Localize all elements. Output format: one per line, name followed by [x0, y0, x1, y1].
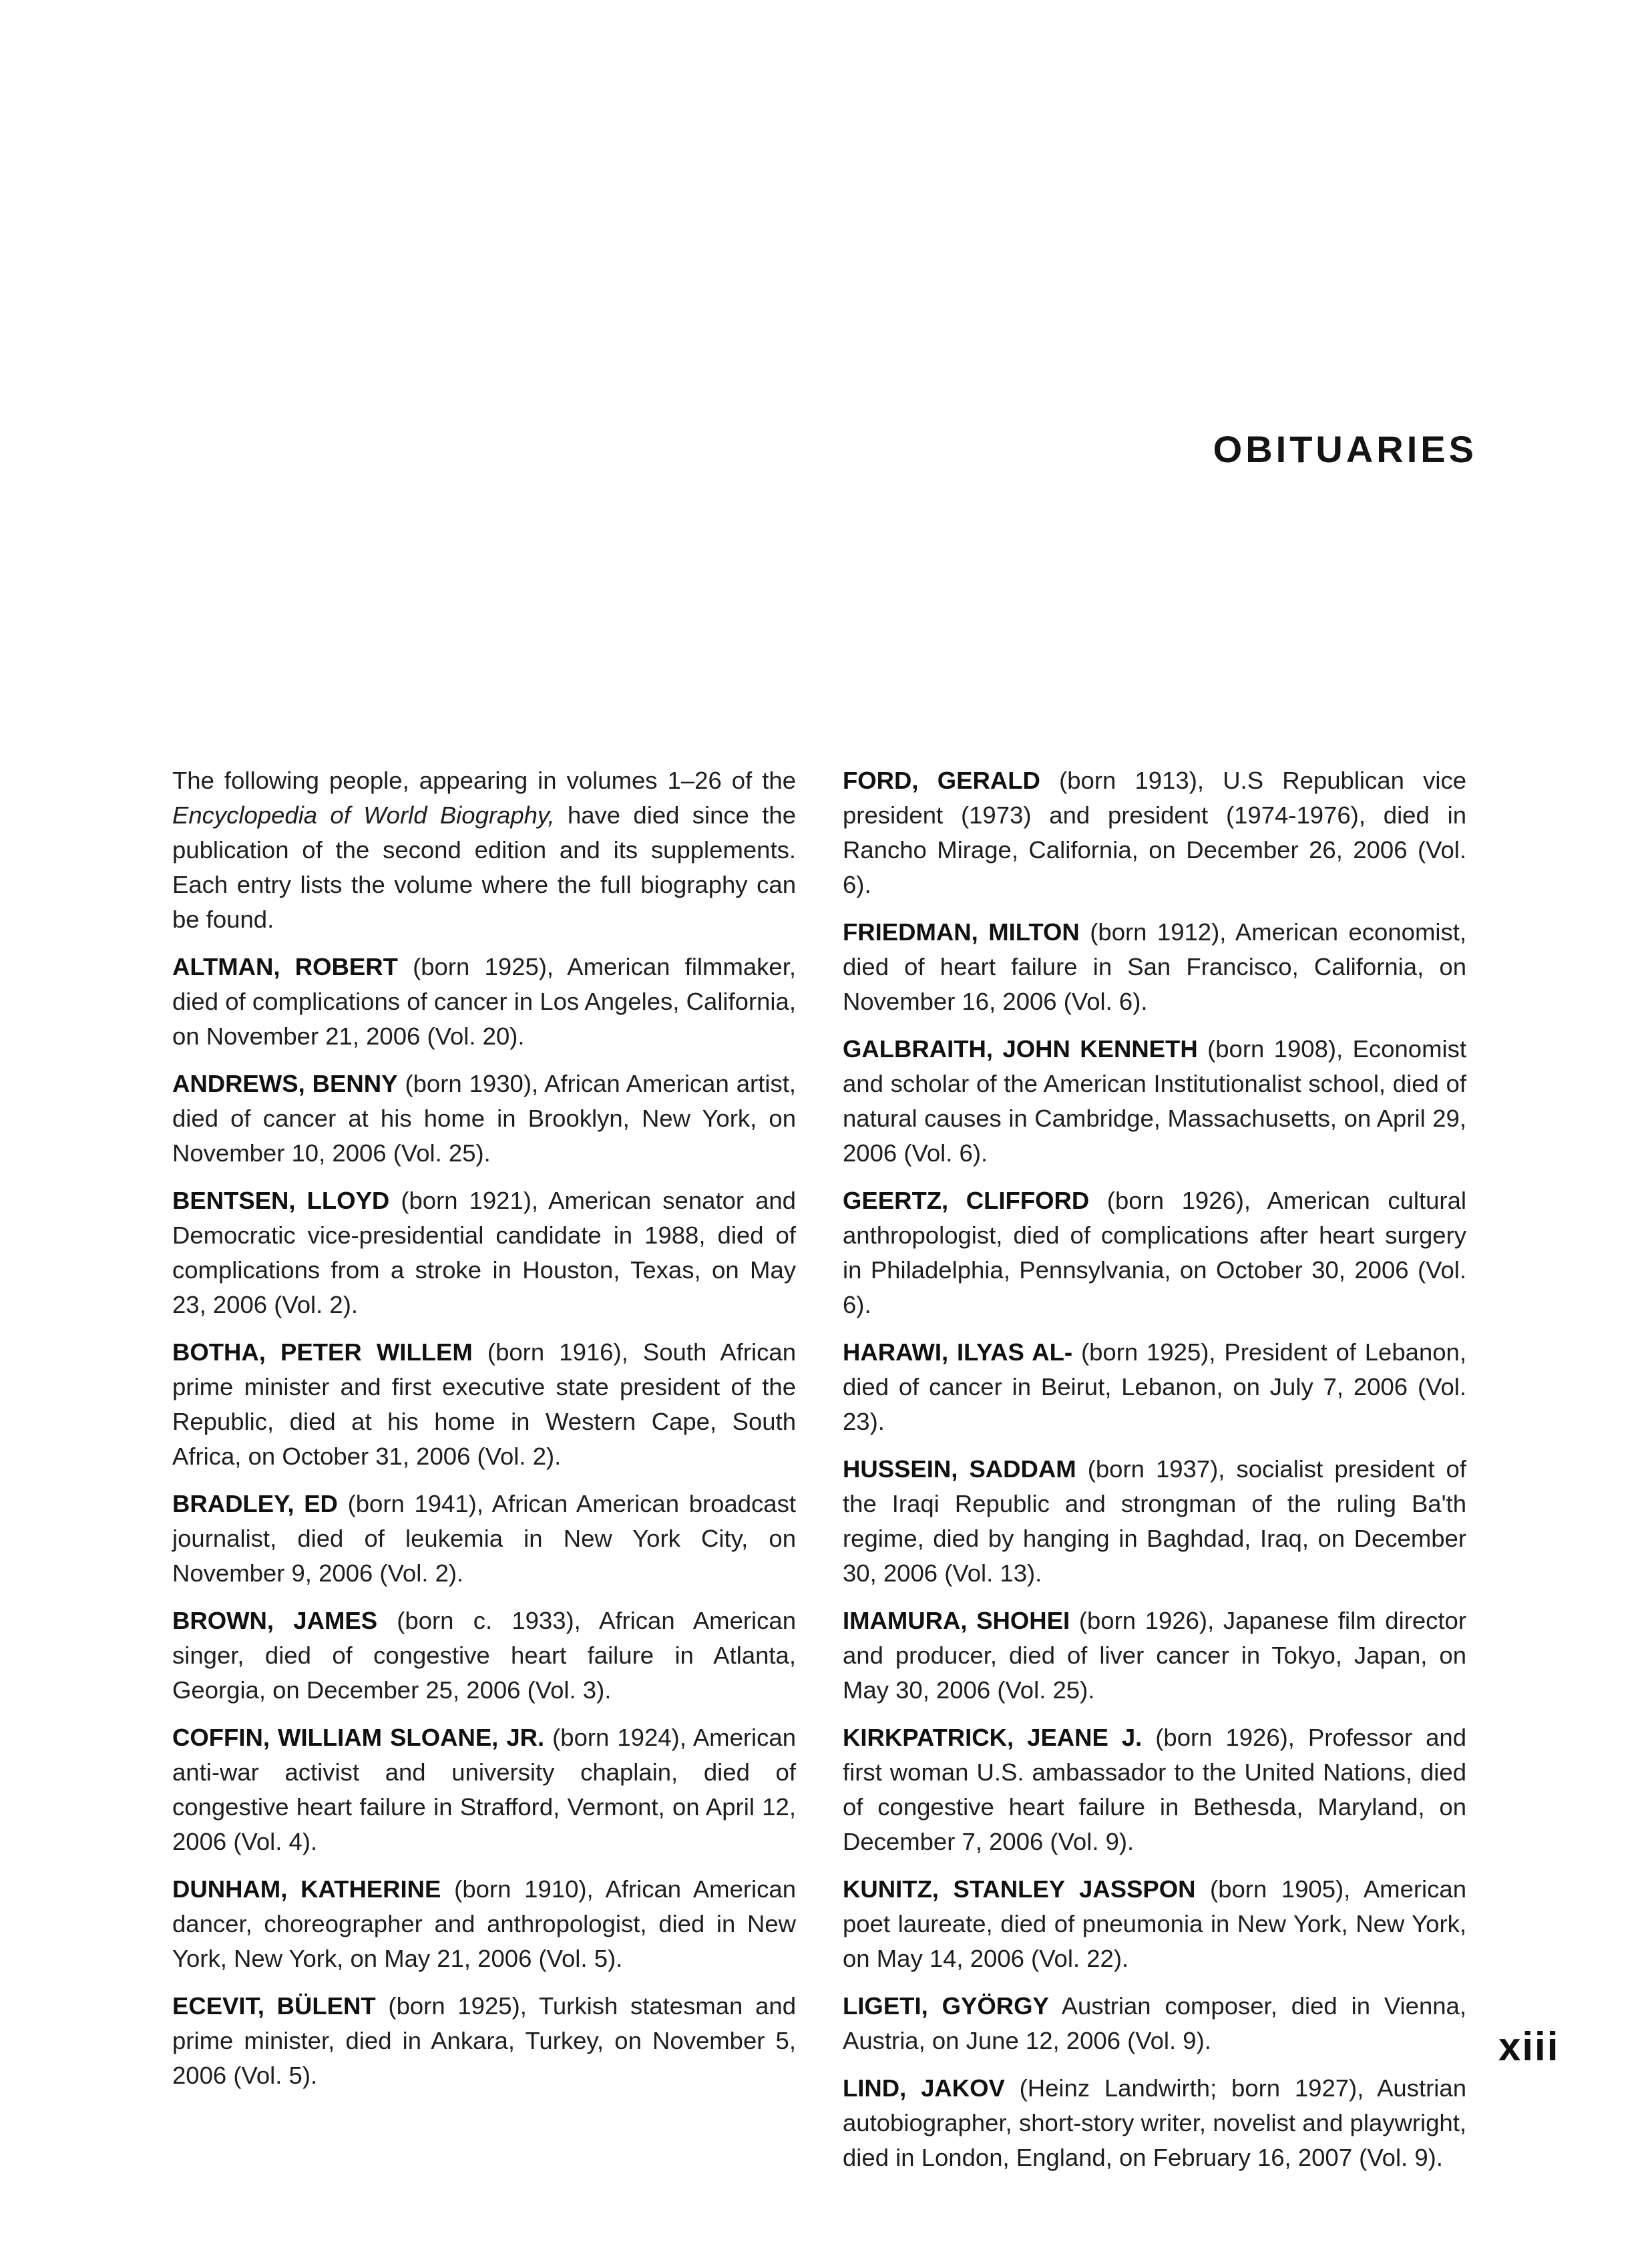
- right-column: [843, 763, 1466, 2188]
- entry-name: BRADLEY, ED: [172, 1490, 338, 1517]
- obituary-entry: [843, 1989, 1466, 2058]
- entry-text: (born 1925), Turkish statesman and prime minister, died in Ankara, Turkey, on November 5, 2006 (Vol. 5).: [172, 1992, 796, 2089]
- entry-text: (born 1926), American cultural anthropologist, died of complications after heart surgery in Philadelphia, Pennsylvania, on October 30, 2006 (Vol. 6).: [843, 1187, 1466, 1318]
- entry-text: (born 1925), American filmmaker, died of complications of cancer in Los Angeles, California, on November 21, 2006 (Vol. 20).: [172, 953, 796, 1050]
- obituary-entry: [843, 763, 1466, 902]
- intro-text-after: have died since the publication of the second edition and its supplements. Each entry lists the volume where the full biography can be found.: [172, 801, 797, 933]
- entry-name: COFFIN, WILLIAM SLOANE, JR.: [172, 1724, 545, 1751]
- entry-name: GEERTZ, CLIFFORD: [843, 1187, 1090, 1214]
- entry-text: (born 1905), American poet laureate, died of pneumonia in New York, New York, on May 14, 2006 (Vol. 22).: [843, 1875, 1466, 1972]
- obituary-entry: [172, 1604, 796, 1708]
- entry-name: BROWN, JAMES: [172, 1607, 378, 1634]
- entry-name: KIRKPATRICK, JEANE J.: [843, 1724, 1143, 1751]
- obituary-entry: [172, 1989, 796, 2093]
- entry-text: (born 1926), Professor and first woman U.S. ambassador to the United Nations, died of congestive heart failure in Bethesda, Maryland, on December 7, 2006 (Vol. 9).: [843, 1724, 1467, 1855]
- entry-name: BENTSEN, LLOYD: [172, 1187, 390, 1214]
- entry-name: ANDREWS, BENNY: [172, 1070, 398, 1097]
- entry-name: KUNITZ, STANLEY JASSPON: [843, 1875, 1196, 1903]
- entry-name: DUNHAM, KATHERINE: [172, 1875, 441, 1903]
- obituary-entry: [843, 1452, 1466, 1591]
- entry-text: (born 1912), American economist, died of heart failure in San Francisco, California, on November 16, 2006 (Vol. 6).: [843, 918, 1466, 1015]
- obituary-entry: [172, 1487, 796, 1591]
- obituary-entry: [172, 1183, 796, 1322]
- left-column: [172, 763, 796, 2106]
- obituary-entry: [172, 1067, 796, 1171]
- entry-name: BOTHA, PETER WILLEM: [172, 1338, 473, 1366]
- obituary-entry: [172, 1872, 796, 1976]
- intro-paragraph: [172, 763, 796, 937]
- obituary-entry: [843, 2071, 1466, 2175]
- entry-text: (born 1941), African American broadcast journalist, died of leukemia in New York City, on November 9, 2006 (Vol. 2).: [172, 1490, 796, 1587]
- obituary-entry: [843, 1183, 1466, 1322]
- entry-text: (born 1924), American anti-war activist and university chaplain, died of congestive heart failure in Strafford, Vermont, on April 12, 2006 (Vol. 4).: [172, 1724, 796, 1855]
- entry-text: (born 1913), U.S Republican vice president (1973) and president (1974-1976), died in Rancho Mirage, California, on December 26, 2006 (Vol. 6).: [843, 767, 1466, 898]
- entry-name: ECEVIT, BÜLENT: [172, 1992, 376, 2020]
- entry-name: FRIEDMAN, MILTON: [843, 918, 1080, 946]
- obituary-entry: [843, 1604, 1466, 1708]
- encyclopedia-title: Encyclopedia of World Biography,: [172, 801, 555, 829]
- entry-name: ALTMAN, ROBERT: [172, 953, 398, 980]
- obituary-entry: [172, 1335, 796, 1474]
- entry-text: (born 1930), African American artist, died of cancer at his home in Brooklyn, New York, on November 10, 2006 (Vol. 25).: [172, 1070, 796, 1167]
- entry-text: Austrian composer, died in Vienna, Austria, on June 12, 2006 (Vol. 9).: [843, 1992, 1466, 2054]
- obituary-entry: [843, 1720, 1466, 1859]
- obituary-entry: [843, 1872, 1466, 1976]
- page-title: OBITUARIES: [1213, 428, 1477, 470]
- entry-name: LIND, JAKOV: [843, 2074, 1005, 2102]
- intro-text-before: The following people, appearing in volumes 1–26 of the: [172, 767, 796, 794]
- entry-text: (born 1925), President of Lebanon, died of cancer in Beirut, Lebanon, on July 7, 2006 (Vol. 23).: [843, 1338, 1466, 1435]
- entry-name: FORD, GERALD: [843, 767, 1040, 794]
- page-number: xiii: [1498, 2024, 1560, 2069]
- entry-text: (born c. 1933), African American singer, died of congestive heart failure in Atlanta, Georgia, on December 25, 2006 (Vol. 3).: [172, 1607, 796, 1704]
- entry-text: (born 1921), American senator and Democratic vice-presidential candidate in 1988, died of complications from a stroke in Houston, Texas, on May 23, 2006 (Vol. 2).: [172, 1187, 796, 1318]
- obituary-entry: [843, 1032, 1466, 1171]
- obituary-entry: [843, 1335, 1466, 1439]
- entry-text: (born 1926), Japanese film director and producer, died of liver cancer in Tokyo, Japan, on May 30, 2006 (Vol. 25).: [843, 1607, 1467, 1704]
- obituary-entry: [172, 950, 796, 1054]
- obituary-entry: [172, 1720, 796, 1859]
- entry-text: (born 1937), socialist president of the Iraqi Republic and strongman of the ruling Ba'th regime, died by hanging in Baghdad, Iraq, on December 30, 2006 (Vol. 13).: [843, 1455, 1466, 1587]
- entry-name: HUSSEIN, SADDAM: [843, 1455, 1076, 1483]
- entry-text: (born 1910), African American dancer, choreographer and anthropologist, died in New York, New York, on May 21, 2006 (Vol. 5).: [172, 1875, 796, 1972]
- entry-name: IMAMURA, SHOHEI: [843, 1607, 1070, 1634]
- entry-name: GALBRAITH, JOHN KENNETH: [843, 1035, 1198, 1063]
- entry-name: HARAWI, ILYAS AL-: [843, 1338, 1073, 1366]
- entry-text: (born 1916), South African prime minister and first executive state president of the Republic, died at his home in Western Cape, South Africa, on October 31, 2006 (Vol. 2).: [172, 1338, 796, 1470]
- entry-name: LIGETI, GYÖRGY: [843, 1992, 1049, 2020]
- entry-text: (born 1908), Economist and scholar of the American Institutionalist school, died of natural causes in Cambridge, Massachusetts, on April 29, 2006 (Vol. 6).: [843, 1035, 1466, 1167]
- entry-text: (Heinz Landwirth; born 1927), Austrian autobiographer, short-story writer, novelist and playwright, died in London, England, on February 16, 2007 (Vol. 9).: [843, 2074, 1466, 2171]
- obituary-entry: [843, 915, 1466, 1019]
